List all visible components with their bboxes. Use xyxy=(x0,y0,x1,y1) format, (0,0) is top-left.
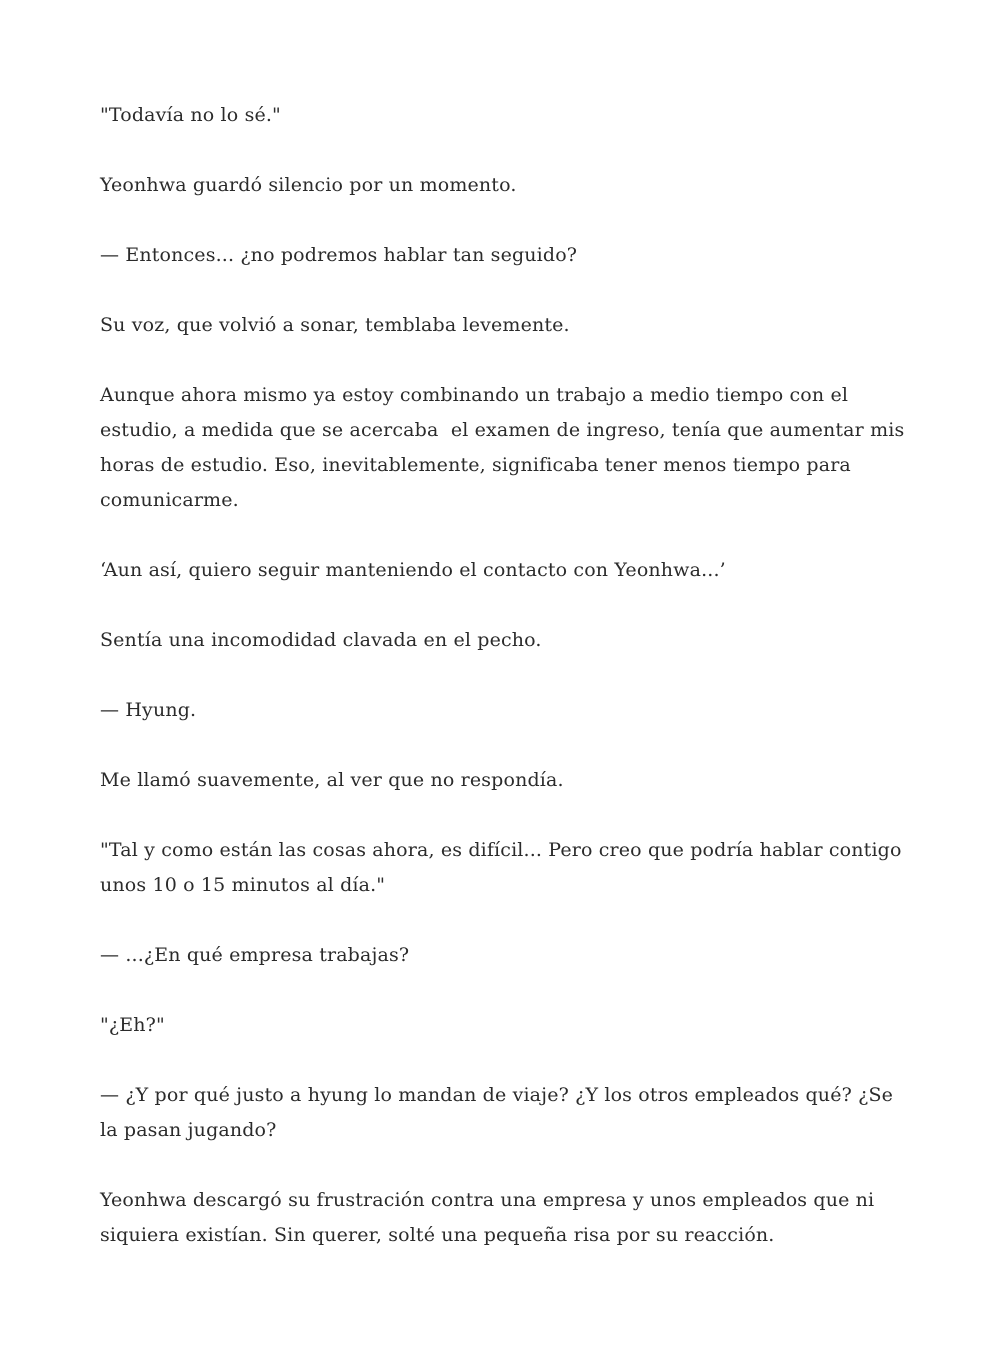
document-body xyxy=(100,98,910,1288)
paragraph-14: Yeonhwa descargó su frustración contra una empresa y unos empleados que ni siquiera existían. Sin querer, solté una pequeña risa por su reacción. xyxy=(100,1189,881,1246)
paragraph-5: Aunque ahora mismo ya estoy combinando un trabajo a medio tiempo con el estudio, a medida que se acercaba el examen de ingreso, tenía que aumentar mis horas de estudio. Eso, inevitablemente, significaba tener menos tiempo para comunicarme. xyxy=(100,384,911,511)
paragraph-7: Sentía una incomodidad clavada en el pecho. xyxy=(100,629,542,651)
paragraph-6: ‘Aun así, quiero seguir manteniendo el contacto con Yeonhwa...’ xyxy=(100,559,726,581)
paragraph-4: Su voz, que volvió a sonar, temblaba levemente. xyxy=(100,314,570,336)
paragraph-2: Yeonhwa guardó silencio por un momento. xyxy=(100,174,517,196)
paragraph-11: — ...¿En qué empresa trabajas? xyxy=(100,944,410,966)
paragraph-8: — Hyung. xyxy=(100,699,197,721)
paragraph-10: "Tal y como están las cosas ahora, es difícil... Pero creo que podría hablar contigo unos 10 o 15 minutos al día." xyxy=(100,839,908,896)
paragraph-13: — ¿Y por qué justo a hyung lo mandan de viaje? ¿Y los otros empleados qué? ¿Se la pasan jugando? xyxy=(100,1084,900,1141)
paragraph-12: "¿Eh?" xyxy=(100,1014,165,1036)
paragraph-3: — Entonces... ¿no podremos hablar tan seguido? xyxy=(100,244,578,266)
paragraph-1: "Todavía no lo sé." xyxy=(100,104,281,126)
paragraph-9: Me llamó suavemente, al ver que no respondía. xyxy=(100,769,564,791)
